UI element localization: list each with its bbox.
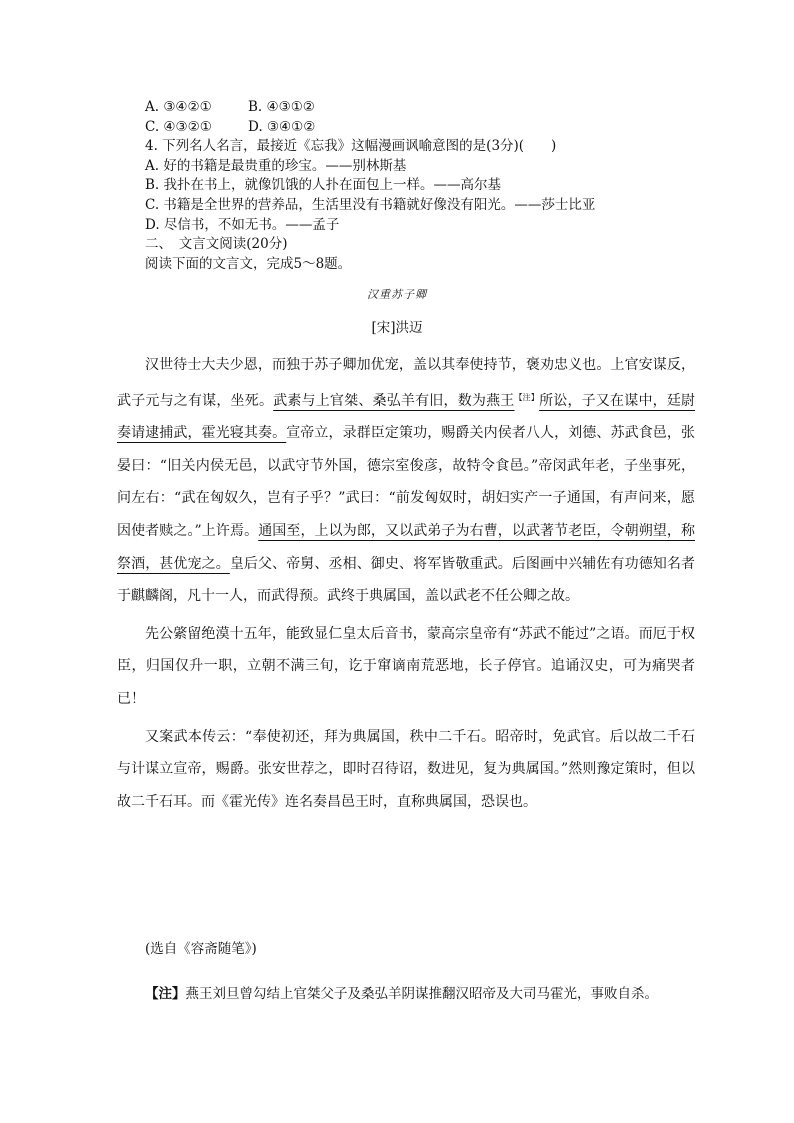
q4-option-b: B. 我扑在书上，就像饥饿的人扑在面包上一样。——高尔基 xyxy=(145,177,502,194)
underlined-sentence: 武素与上官桀、桑弘羊有旧，数为燕王 xyxy=(273,392,515,409)
q4-option-d: D. 尽信书，不如无书。——孟子 xyxy=(145,216,340,233)
q3-option-d: D. ③④①② xyxy=(248,118,316,135)
passage-paragraph-1 xyxy=(117,349,695,613)
q4-stem: 4. 下列名人名言，最接近《忘我》这幅漫画讽喻意图的是(3分)( ) xyxy=(145,138,557,155)
passage-author: [宋]洪迈 xyxy=(371,320,423,336)
passage-title: 汉重苏子卿 xyxy=(367,288,427,301)
q3-options-row-1 xyxy=(145,98,705,118)
passage-text-segment: 汉世待士大夫少恩，而独于苏子卿加优宠，盖以其奉使持节，褒劝忠义也。上官安谋反，武子元与之有谋，坐死。 xyxy=(117,357,695,409)
footnote xyxy=(145,982,658,1002)
underlined-sentence: 所讼，子又在谋中，廷尉奏请逮捕武，霍光寝其奏。 xyxy=(117,392,696,442)
q3-option-c: C. ④③②① xyxy=(145,118,212,135)
q3-option-b: B. ④③①② xyxy=(248,99,315,115)
passage-paragraph-2: 先公綮留绝漠十五年，能致显仁皇太后音书，蒙高宗皇帝有“苏武不能过”之语。而厄于权臣，归国仅升一职，立朝不满三旬，讫于窜谪南荒恶地，长子停官。追诵汉史，可为痛哭者已！ xyxy=(117,625,695,707)
section-instruction: 阅读下面的文言文，完成5～8题。 xyxy=(145,255,352,272)
section-heading: 二、 文言文阅读(20分) xyxy=(145,236,288,253)
passage-source: (选自《容斋随笔》) xyxy=(145,941,257,957)
q4-option-a: A. 好的书籍是最贵重的珍宝。——别林斯基 xyxy=(145,157,407,174)
question-block xyxy=(145,98,705,274)
q3-option-a: A. ③④②① xyxy=(145,99,212,115)
footnote-marker: 【注】 xyxy=(514,392,540,402)
passage-body xyxy=(117,349,695,818)
q3-options-row-2 xyxy=(145,118,705,138)
footnote-tag: 【注】 xyxy=(145,986,186,1002)
underlined-sentence: 通国至，上以为郎，又以武弟子为右曹，以武著节老臣，令朝朔望，称祭酒，甚优宠之。 xyxy=(117,522,695,572)
passage-text-segment: 宣帝立，录群臣定策功，赐爵关内侯者八人，刘德、苏武食邑，张晏曰：“旧关内侯无邑，以武守节外国，德宗室俊彦，故特令食邑。”帝闵武年老，子坐事死，问左右：“武在匈奴久，岂有子乎？”武曰：“前发匈奴时，胡妇实产一子通国，有声问来，愿因使者赎之。”上许焉。 xyxy=(117,425,696,539)
footnote-text: 燕王刘旦曾勾结上官桀父子及桑弘羊阴谋推翻汉昭帝及大司马霍光，事败自杀。 xyxy=(185,986,658,1002)
q4-option-c: C. 书籍是全世界的营养品，生活里没有书籍就好像没有阳光。——莎士比亚 xyxy=(145,196,596,213)
passage-text-segment: 皇后父、帝舅、丞相、御史、将军皆敬重武。后图画中兴辅佐有功德知名者于麒麟阁，凡十一人，而武得预。武终于典属国，盖以武老不任公卿之故。 xyxy=(117,555,696,605)
passage-paragraph-3: 又案武本传云：“奉使初还，拜为典属国，秩中二千石。昭帝时，免武官。后以故二千石与计谋立宣帝，赐爵。张安世荐之，即时召待诏，数进见，复为典属国。”然则豫定策时，但以故二千石耳。而《霍光传》连名奏昌邑王时，直称典属国，恐误也。 xyxy=(117,728,695,810)
